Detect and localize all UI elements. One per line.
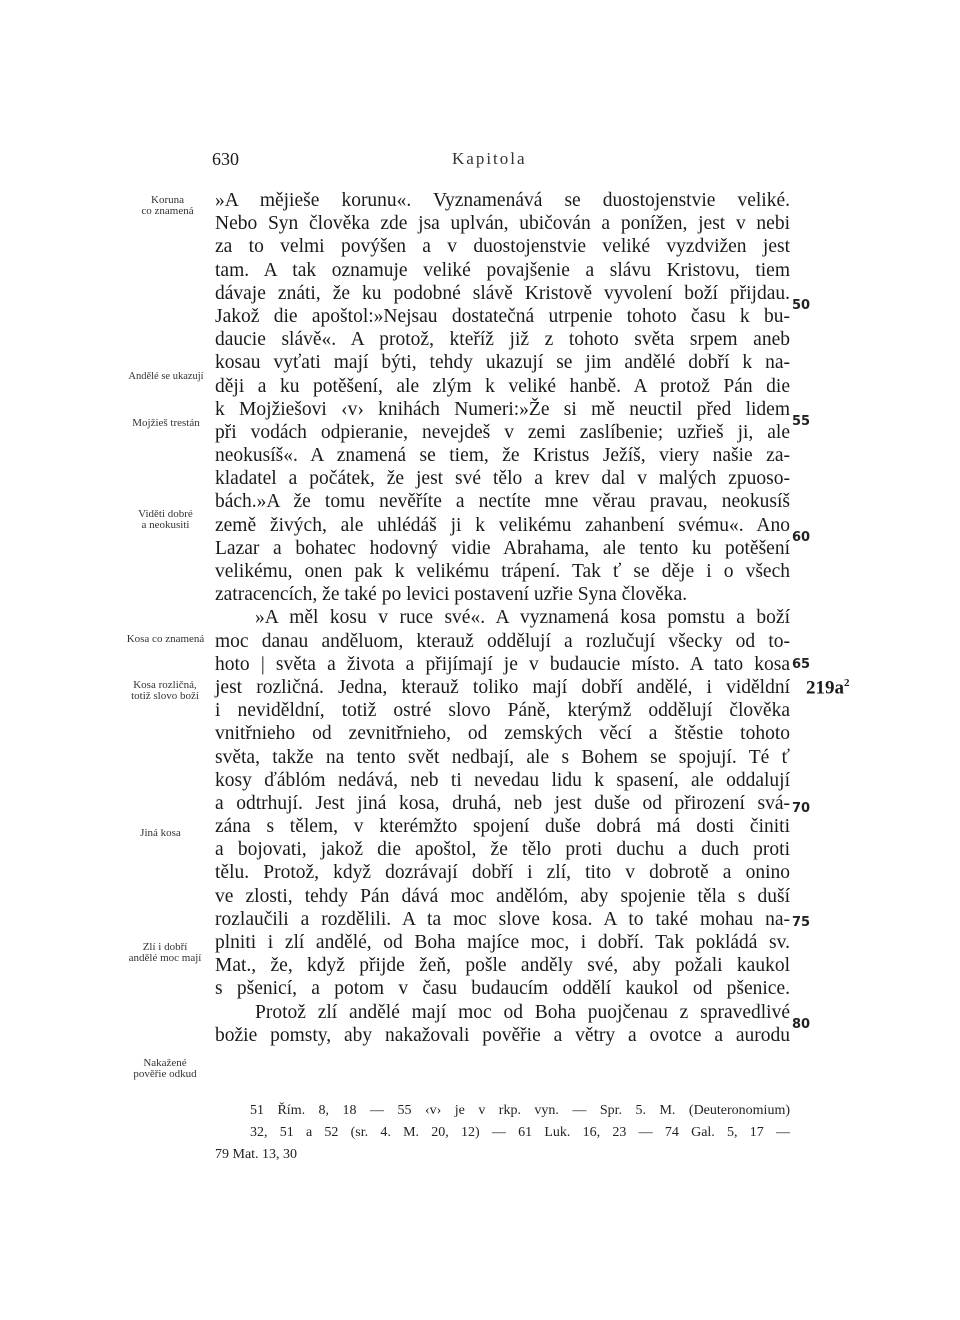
text-line: Lazar a bohatec hodovný vidie Abrahama, ale tento ku potěšení: [215, 537, 790, 559]
margin-note-line: Viděti dobré: [138, 508, 193, 520]
line-number: 80: [792, 1017, 811, 1032]
folio-mark: [806, 677, 850, 699]
text-line: »A mějieše korunu«. Vyznamenává se duostojenstvie veliké.: [215, 190, 790, 211]
text-line: Protož zlí andělé mají moc od Boha puojčenau z spravedlivé: [255, 1001, 790, 1023]
text-line: kosy ďáblóm nedává, neb ti nevedau lidu k spasení, ale oddalují: [215, 769, 790, 791]
text-line: Jakož die apoštol:»Nejsau dostatečná utrpenie tohoto času k bu-: [215, 305, 790, 327]
footnote-line: 79 Mat. 13, 30: [215, 1147, 298, 1162]
text-line: velikému, onen pak k velikému trápení. Tak ť se děje i o všech: [215, 561, 790, 582]
text-line: i neviděldní, totiž ostré slovo Páně, kterýmž oddělují člověka: [215, 700, 790, 722]
margin-note-line: Kosa rozličná,: [133, 679, 197, 691]
margin-note-line: Zlí i dobří: [142, 941, 188, 953]
text-line: a odtrhují. Jest jiná kosa, druhá, neb jest duše od přirození svá-: [215, 792, 790, 814]
text-line: zána s tělem, v kterémžto spojení duše dobrá má dosti činiti: [215, 816, 790, 838]
text-line: a bojovati, jakož die apoštol, že tělo proti duchu a duch proti: [215, 839, 790, 861]
text-line: s pšenicí, a potom v času budaucím oddělí kaukol od pšenice.: [215, 978, 790, 1000]
margin-note-line: Mojžieš trestán: [132, 417, 200, 429]
text-line: ději a ku potěšení, ale zlým k veliké hanbě. A protož Pán die: [215, 375, 790, 397]
margin-note-line: Koruna: [151, 194, 184, 206]
text-line: Mat., že, když přijde žeň, pošle anděly své, aby požali kaukol: [215, 955, 790, 977]
folio-sup: 2: [844, 677, 850, 689]
body-text: [215, 189, 790, 1047]
running-head: Kapitola: [452, 149, 527, 168]
margin-note-kosa-rozlicna: [115, 680, 215, 702]
text-line: daucie slávě«. A protož, kteříž již z tohoto světa srpem aneb: [215, 329, 790, 351]
margin-note-line: Nakažené: [143, 1057, 187, 1069]
margin-note-zli-i-dobri: [113, 942, 217, 964]
margin-note-koruna: [120, 195, 215, 217]
page-number: 630: [212, 149, 239, 169]
text-line: za to velmi povýšen a v duostojenstvie veliké vyzdvižen jest: [215, 236, 790, 258]
text-line: jest rozličná. Jedna, kterauž toliko mají dobří andělé, i viděldní: [215, 676, 790, 698]
margin-note-mojzies: [116, 418, 216, 429]
text-line: dávaje znáti, že ku podobné slávě Kristově vyvolení boží přijdau.: [215, 282, 790, 304]
margin-note-line: a neokusiti: [141, 519, 190, 531]
margin-note-line: andělé moc mají: [128, 952, 202, 964]
text-line: »A měl kosu v ruce své«. A vyznamená kosa pomstu a boží: [255, 607, 790, 629]
folio-text: 219a: [806, 677, 844, 699]
text-line: kladatel a počátek, že jest své tělo a krev dal v malých zpuoso-: [215, 468, 790, 490]
text-line: rozlaučili a rozdělili. A ta moc slove kosa. A to také mohau na-: [215, 908, 790, 930]
text-line: hoto | světa a života a přijímají je v budaucie místo. A tato kosa: [215, 653, 790, 675]
text-line: božie pomsty, aby nakažovali pověřie a větry a ovotce a aurodu: [215, 1024, 790, 1046]
line-number: 60: [792, 530, 811, 545]
margin-note-andele: [116, 371, 216, 382]
text-line: ve zlosti, tehdy Pán dává moc andělóm, aby spojenie těla s duší: [215, 885, 790, 907]
footnote-line: 32, 51 a 52 (sr. 4. M. 20, 12) — 61 Luk. 16, 23 — 74 Gal. 5, 17 —: [250, 1125, 790, 1140]
margin-note-nakazene: [113, 1058, 217, 1080]
text-line: zatracencích, že také po levici postavení uzřie Syna člověka.: [215, 584, 688, 606]
text-line: moc danau anděluom, kterauž oddělují a rozlučují všecky od to-: [215, 630, 790, 652]
text-line: země živých, ale uhlédáš ji k velikému zahanbení svému«. Ano: [215, 514, 790, 536]
text-line: k Mojžiešovi ‹v› knihách Numeri:»Že si mě neuctil před lidem: [215, 398, 790, 420]
margin-note-videti: [118, 509, 213, 531]
margin-note-kosa: [113, 634, 218, 645]
line-number: 55: [792, 414, 811, 429]
margin-note-jina-kosa: [113, 828, 208, 839]
text-line: tam. A tak oznamuje veliké povajšenie a slávu Kristovu, tiem: [215, 259, 790, 281]
line-number: 65: [792, 657, 811, 672]
margin-note-line: totiž slovo boží: [131, 690, 199, 702]
text-line: tělu. Protož, když dozrávají dobří i zlí, tito v dobrotě a onino: [215, 862, 790, 884]
margin-note-line: Kosa co znamená: [126, 633, 205, 645]
text-line: plniti i zlí andělé, od Boha majíce moc, i dobří. Tak pokládá sv.: [215, 932, 790, 953]
margin-note-line: co znamená: [141, 205, 194, 217]
line-number: 70: [792, 801, 811, 816]
footnotes: [215, 1100, 790, 1166]
text-line: při vodách odpieranie, nevejdeš v zemi zaslíbenie; uzřieš ji, ale: [215, 421, 790, 443]
margin-note-line: pověřie odkud: [133, 1068, 197, 1080]
text-line: Nebo Syn člověka zde jsa uplván, ubičován a ponížen, jest v nebi: [215, 213, 790, 235]
margin-note-line: Jiná kosa: [140, 827, 181, 839]
text-line: kosau vyťati mají býti, tehdy ukazují se jim andělé dobří k na-: [215, 352, 790, 374]
footnote-line: 51 Řím. 8, 18 — 55 ‹v› je v rkp. vyn. — Spr. 5. M. (Deuteronomium): [250, 1103, 790, 1118]
line-number: 75: [792, 915, 811, 930]
line-number: 50: [792, 298, 811, 313]
text-line: vnitřnieho od zevnitřnieho, od zemských věcí a štěstie tohoto: [215, 723, 790, 745]
margin-note-line: Andělé se ukazují: [128, 371, 204, 382]
text-line: světa, takže na tento svět nedbají, ale s Bohem se spojují. Té ť: [215, 746, 790, 768]
text-line: bách.»A že tomu nevěříte a nectíte mne věrau pravau, neokusíš: [215, 491, 790, 513]
text-line: neokusíš«. A znamená se tiem, že Kristus Ježíš, viery našie za-: [215, 445, 790, 467]
